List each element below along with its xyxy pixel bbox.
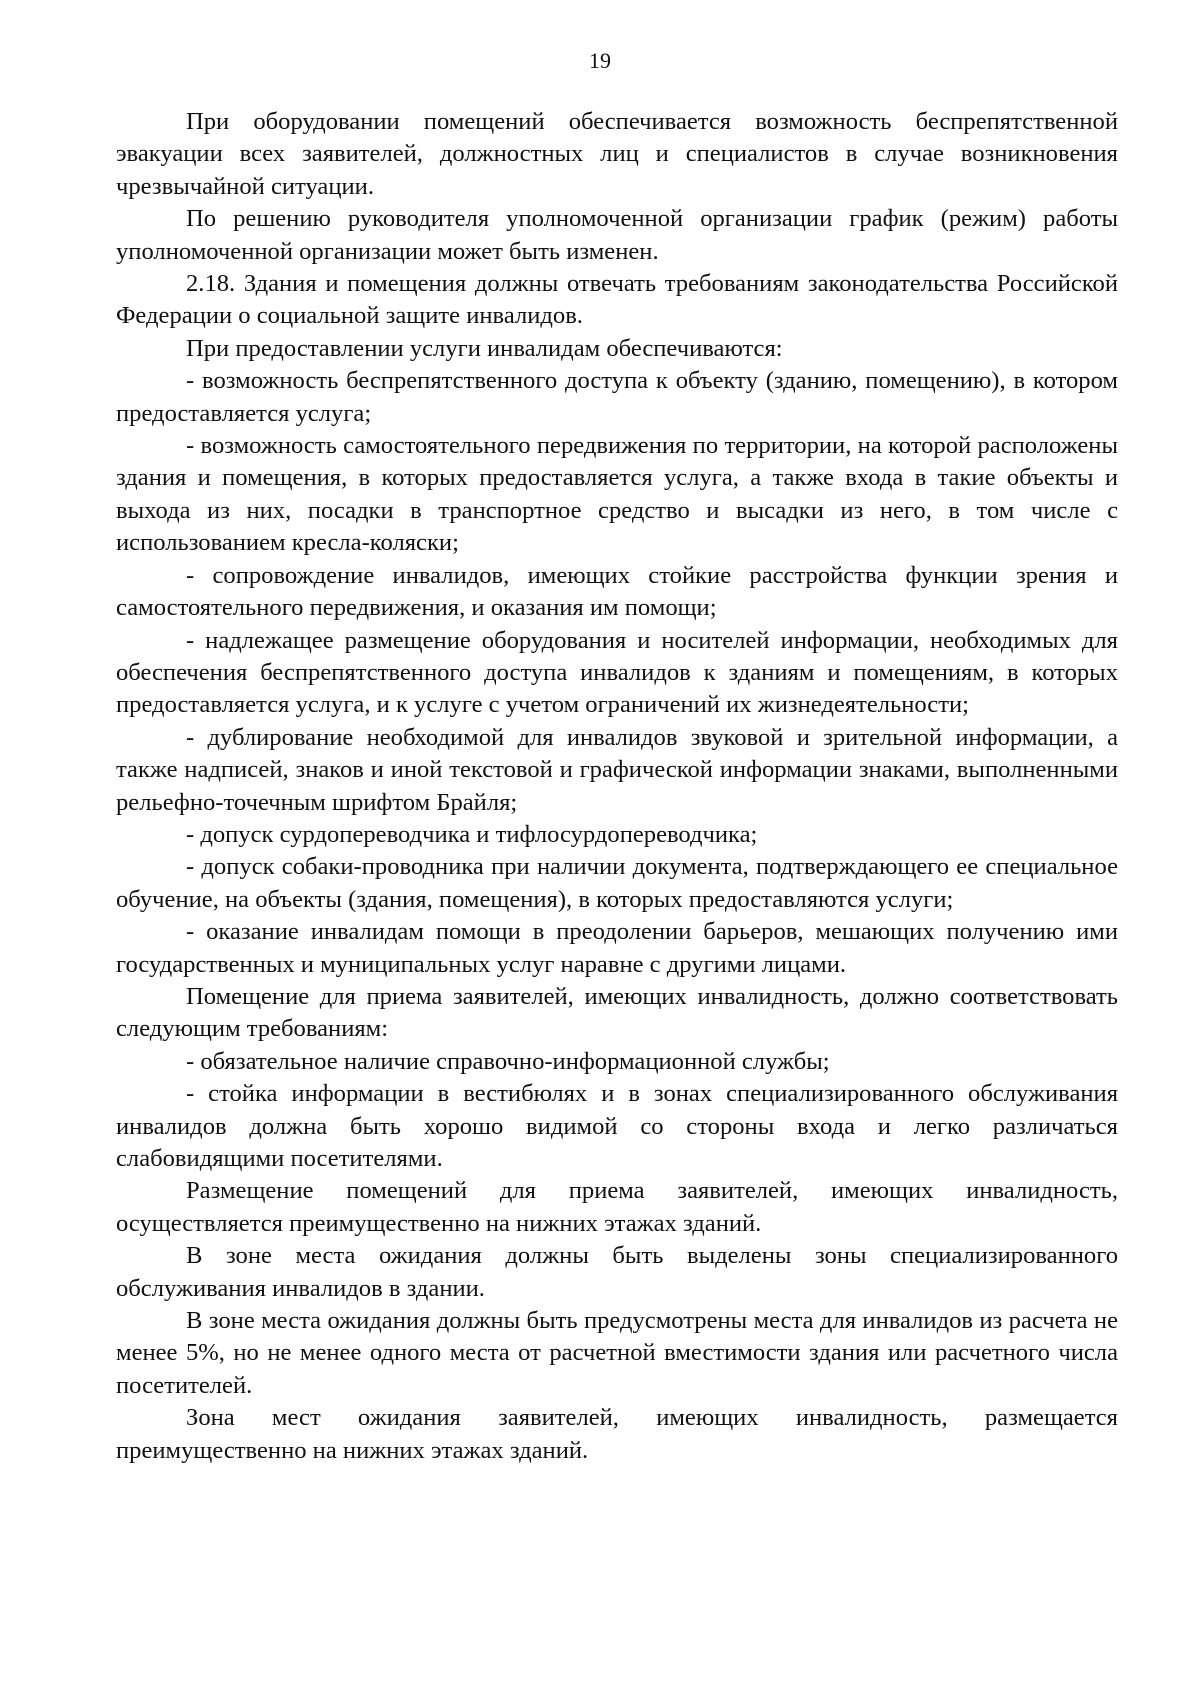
paragraph: При оборудовании помещений обеспечивается возможность беспрепятственной эвакуации всех заявителей, должностных лиц и специалистов в случае возникновения чрезвычайной ситуации. — [116, 108, 1118, 200]
paragraph: По решению руководителя уполномоченной организации график (режим) работы уполномоченной организации может быть изменен. — [116, 205, 1118, 265]
list-item: - стойка информации в вестибюлях и в зонах специализированного обслуживания инвалидов должна быть хорошо видимой со стороны входа и легко различаться слабовидящими посетителями. — [116, 1080, 1118, 1172]
paragraph: В зоне места ожидания должны быть выделены зоны специализированного обслуживания инвалидов в здании. — [116, 1242, 1118, 1302]
paragraph: Помещение для приема заявителей, имеющих инвалидность, должно соответствовать следующим требованиям: — [116, 982, 1118, 1043]
paragraph: В зоне места ожидания должны быть предусмотрены места для инвалидов из расчета не менее 5%, но не менее одного места от расчетной вместимости здания или расчетного числа посетителей. — [116, 1307, 1118, 1399]
list-item: - надлежащее размещение оборудования и носителей информации, необходимых для обеспечения беспрепятственного доступа инвалидов к зданиям и помещениям, в которых предоставляется услуга, и к услуге с учетом ограничений их жизнедеятельности; — [116, 626, 1118, 719]
paragraph: Размещение помещений для приема заявителей, имеющих инвалидность, осуществляется преимущественно на нижних этажах зданий. — [116, 1177, 1118, 1237]
list-item: - допуск собаки-проводника при наличии документа, подтверждающего ее специальное обучение, на объекты (здания, помещения), в которых предоставляются услуги; — [116, 853, 1118, 913]
list-item: - оказание инвалидам помощи в преодолении барьеров, мешающих получению ими государственных и муниципальных услуг наравне с другими лицами. — [116, 918, 1118, 978]
list-item: - дублирование необходимой для инвалидов звуковой и зрительной информации, а также надписей, знаков и иной текстовой и графической информации знаками, выполненными рельефно-точечным шрифтом Брайля; — [116, 723, 1118, 816]
paragraph: При предоставлении услуги инвалидам обеспечиваются: — [186, 334, 783, 362]
list-item: - сопровождение инвалидов, имеющих стойкие расстройства функции зрения и самостоятельного передвижения, и оказания им помощи; — [116, 561, 1118, 622]
paragraph: Зона мест ожидания заявителей, имеющих инвалидность, размещается преимущественно на нижних этажах зданий. — [116, 1404, 1118, 1464]
paragraph: 2.18. Здания и помещения должны отвечать требованиям законодательства Российской Федерации о социальной защите инвалидов. — [116, 270, 1118, 330]
list-item: - возможность беспрепятственного доступа к объекту (зданию, помещению), в котором предоставляется услуга; — [116, 367, 1118, 427]
list-item: - допуск сурдопереводчика и тифлосурдопереводчика; — [186, 820, 758, 848]
page-number: 19 — [589, 48, 611, 73]
list-item: - возможность самостоятельного передвижения по территории, на которой расположены здания и помещения, в которых предоставляется услуга, а также входа в такие объекты и выхода из них, посадки в транспортное средство и высадки из него, в том числе с использованием кресла-коляски; — [116, 432, 1118, 557]
list-item: - обязательное наличие справочно-информационной службы; — [186, 1047, 830, 1075]
document-body — [116, 106, 1118, 1467]
